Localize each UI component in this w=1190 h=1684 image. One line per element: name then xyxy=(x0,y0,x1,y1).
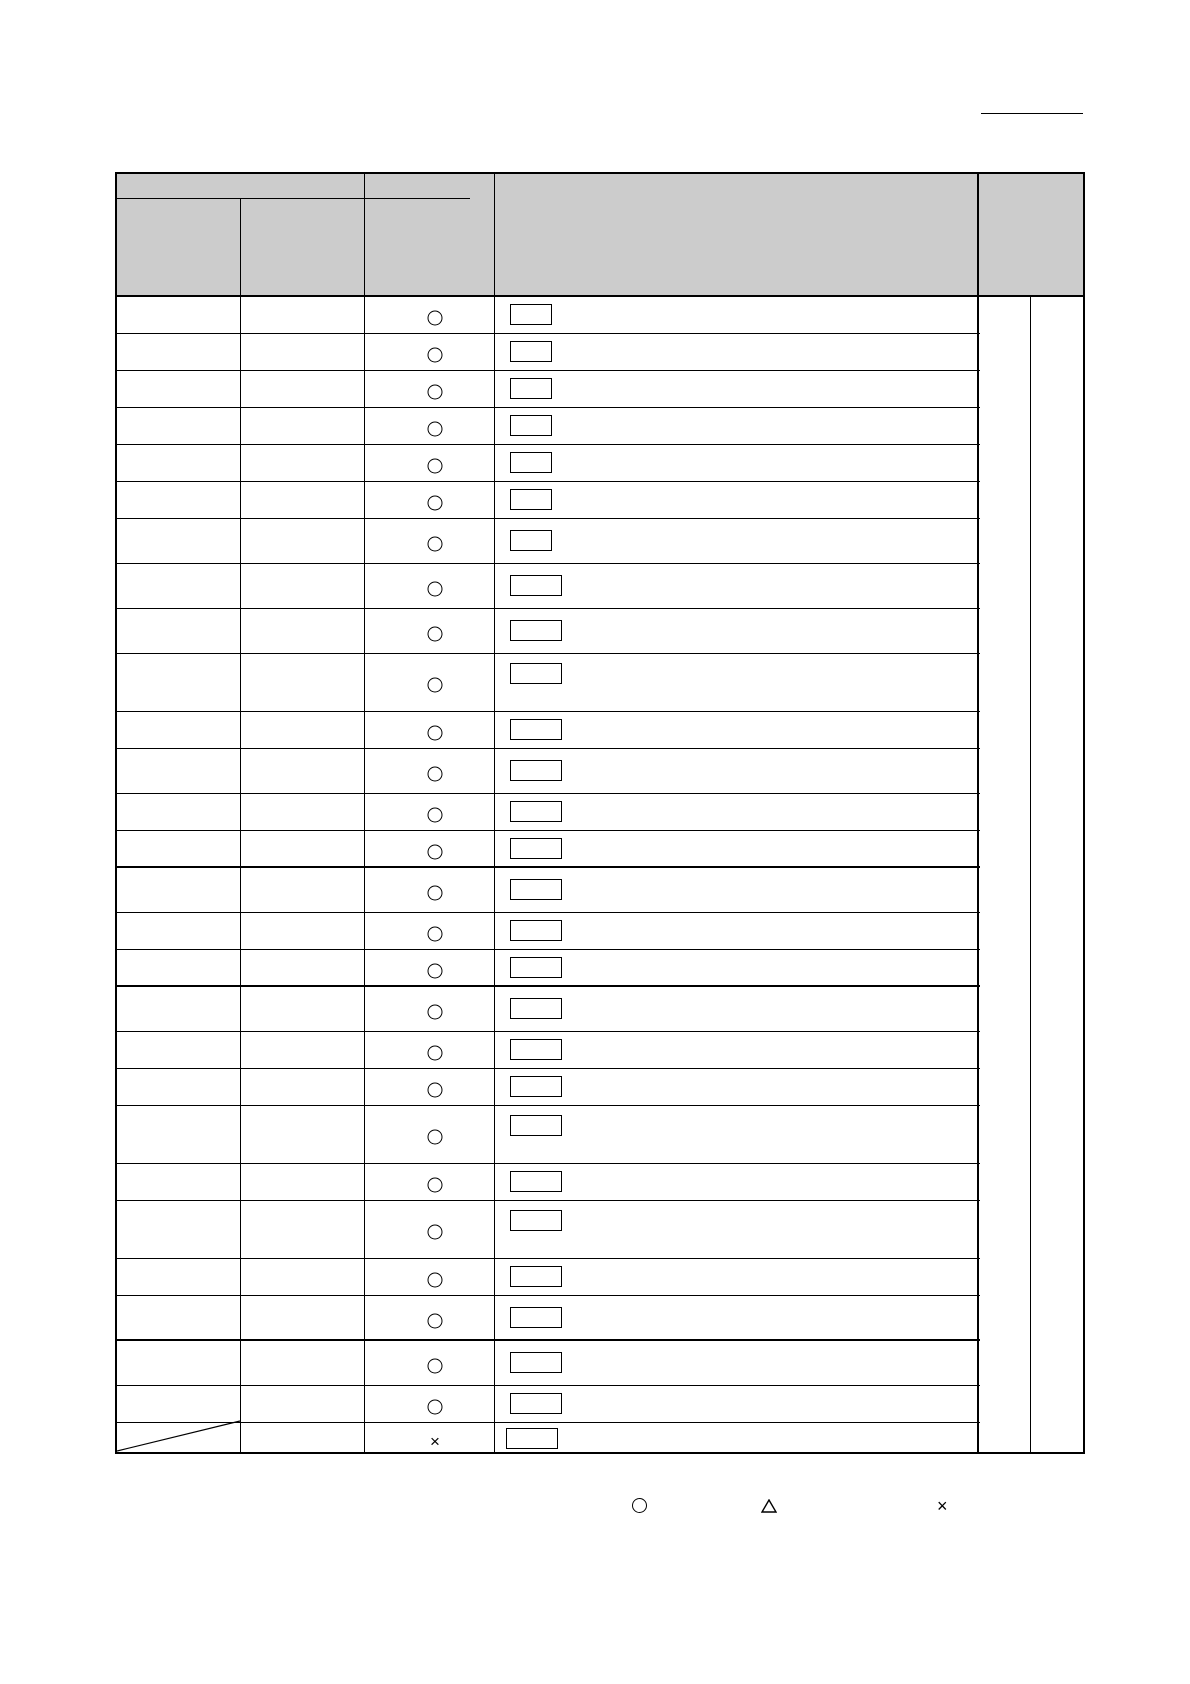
code-box xyxy=(510,1266,562,1287)
table-header xyxy=(117,174,1083,297)
table-row xyxy=(117,1386,980,1423)
code-box xyxy=(510,1352,562,1373)
table-row xyxy=(117,1164,980,1201)
table-row xyxy=(117,987,980,1032)
applicable-circle-icon xyxy=(428,421,443,436)
code-box xyxy=(510,1210,562,1231)
code-box xyxy=(510,452,552,473)
applicable-circle-icon xyxy=(428,807,443,822)
applicable-circle-icon xyxy=(428,384,443,399)
document-number-underline xyxy=(981,113,1083,114)
applicable-circle-icon xyxy=(428,626,443,641)
applicable-circle-icon xyxy=(428,310,443,325)
body-divider-3 xyxy=(494,297,495,1452)
table-row xyxy=(117,1069,980,1106)
table-row xyxy=(117,654,980,712)
code-box xyxy=(510,1039,562,1060)
table-row xyxy=(117,749,980,794)
code-box xyxy=(510,1171,562,1192)
code-box xyxy=(510,838,562,859)
applicable-circle-icon xyxy=(428,1004,443,1019)
code-box xyxy=(510,663,562,684)
header-divider-2 xyxy=(364,174,365,295)
header-divider-1 xyxy=(240,198,241,295)
body-divider-2 xyxy=(364,297,365,1452)
code-box xyxy=(510,341,552,362)
table-row xyxy=(117,794,980,831)
code-box xyxy=(510,620,562,641)
table-row xyxy=(117,1341,980,1386)
table-row xyxy=(117,831,980,868)
code-box xyxy=(510,378,552,399)
applicable-circle-icon xyxy=(428,1313,443,1328)
table-row xyxy=(117,1032,980,1069)
applicable-circle-icon xyxy=(428,458,443,473)
code-box xyxy=(510,1393,562,1414)
table-row xyxy=(117,482,980,519)
table-row xyxy=(117,297,980,334)
body-divider-5 xyxy=(1030,297,1031,1452)
applicable-circle-icon xyxy=(428,347,443,362)
code-box xyxy=(510,957,562,978)
header-divider-4 xyxy=(977,174,979,295)
code-box xyxy=(510,879,562,900)
table-row xyxy=(117,564,980,609)
code-box xyxy=(506,1428,558,1449)
header-group-divider xyxy=(117,198,470,199)
code-box xyxy=(510,801,562,822)
table-row xyxy=(117,913,980,950)
applicable-circle-icon xyxy=(428,581,443,596)
table-row xyxy=(117,950,980,987)
header-divider-3 xyxy=(494,174,495,295)
table-row xyxy=(117,1201,980,1259)
code-box xyxy=(510,760,562,781)
applicable-circle-icon xyxy=(428,1358,443,1373)
table-row xyxy=(117,1106,980,1164)
code-box xyxy=(510,920,562,941)
code-box xyxy=(510,304,552,325)
code-box xyxy=(510,1307,562,1328)
applicable-circle-icon xyxy=(428,1399,443,1414)
applicable-circle-icon xyxy=(428,1272,443,1287)
code-box xyxy=(510,489,552,510)
applicable-circle-icon xyxy=(428,1082,443,1097)
body-divider-4 xyxy=(977,297,979,1452)
table-row xyxy=(117,334,980,371)
code-box xyxy=(510,1115,562,1136)
applicable-circle-icon xyxy=(428,926,443,941)
code-box xyxy=(510,719,562,740)
empty-cell-diagonal xyxy=(117,1419,242,1453)
table-row xyxy=(117,609,980,654)
table-row xyxy=(117,1296,980,1341)
code-box xyxy=(510,1076,562,1097)
applicable-circle-icon xyxy=(428,1225,443,1240)
applicable-circle-icon xyxy=(428,963,443,978)
table-row xyxy=(117,1423,980,1456)
table-row xyxy=(117,519,980,564)
table-row xyxy=(117,1259,980,1296)
applicable-circle-icon xyxy=(428,766,443,781)
not-applicable-cross-icon: × xyxy=(430,1431,440,1451)
code-box xyxy=(510,530,552,551)
applicable-circle-icon xyxy=(428,885,443,900)
applicable-circle-icon xyxy=(428,1045,443,1060)
table-row xyxy=(117,408,980,445)
applicable-circle-icon xyxy=(428,678,443,693)
applicable-circle-icon xyxy=(428,1177,443,1192)
code-box xyxy=(510,575,562,596)
applicable-circle-icon xyxy=(428,536,443,551)
table-row xyxy=(117,712,980,749)
table-row xyxy=(117,371,980,408)
applicable-circle-icon xyxy=(428,1130,443,1145)
body-divider-1 xyxy=(240,297,241,1452)
specification-table xyxy=(115,172,1085,1454)
applicable-circle-icon xyxy=(428,495,443,510)
applicable-circle-icon xyxy=(428,725,443,740)
table-row xyxy=(117,868,980,913)
applicable-circle-icon xyxy=(428,844,443,859)
code-box xyxy=(510,998,562,1019)
table-row xyxy=(117,445,980,482)
code-box xyxy=(510,415,552,436)
